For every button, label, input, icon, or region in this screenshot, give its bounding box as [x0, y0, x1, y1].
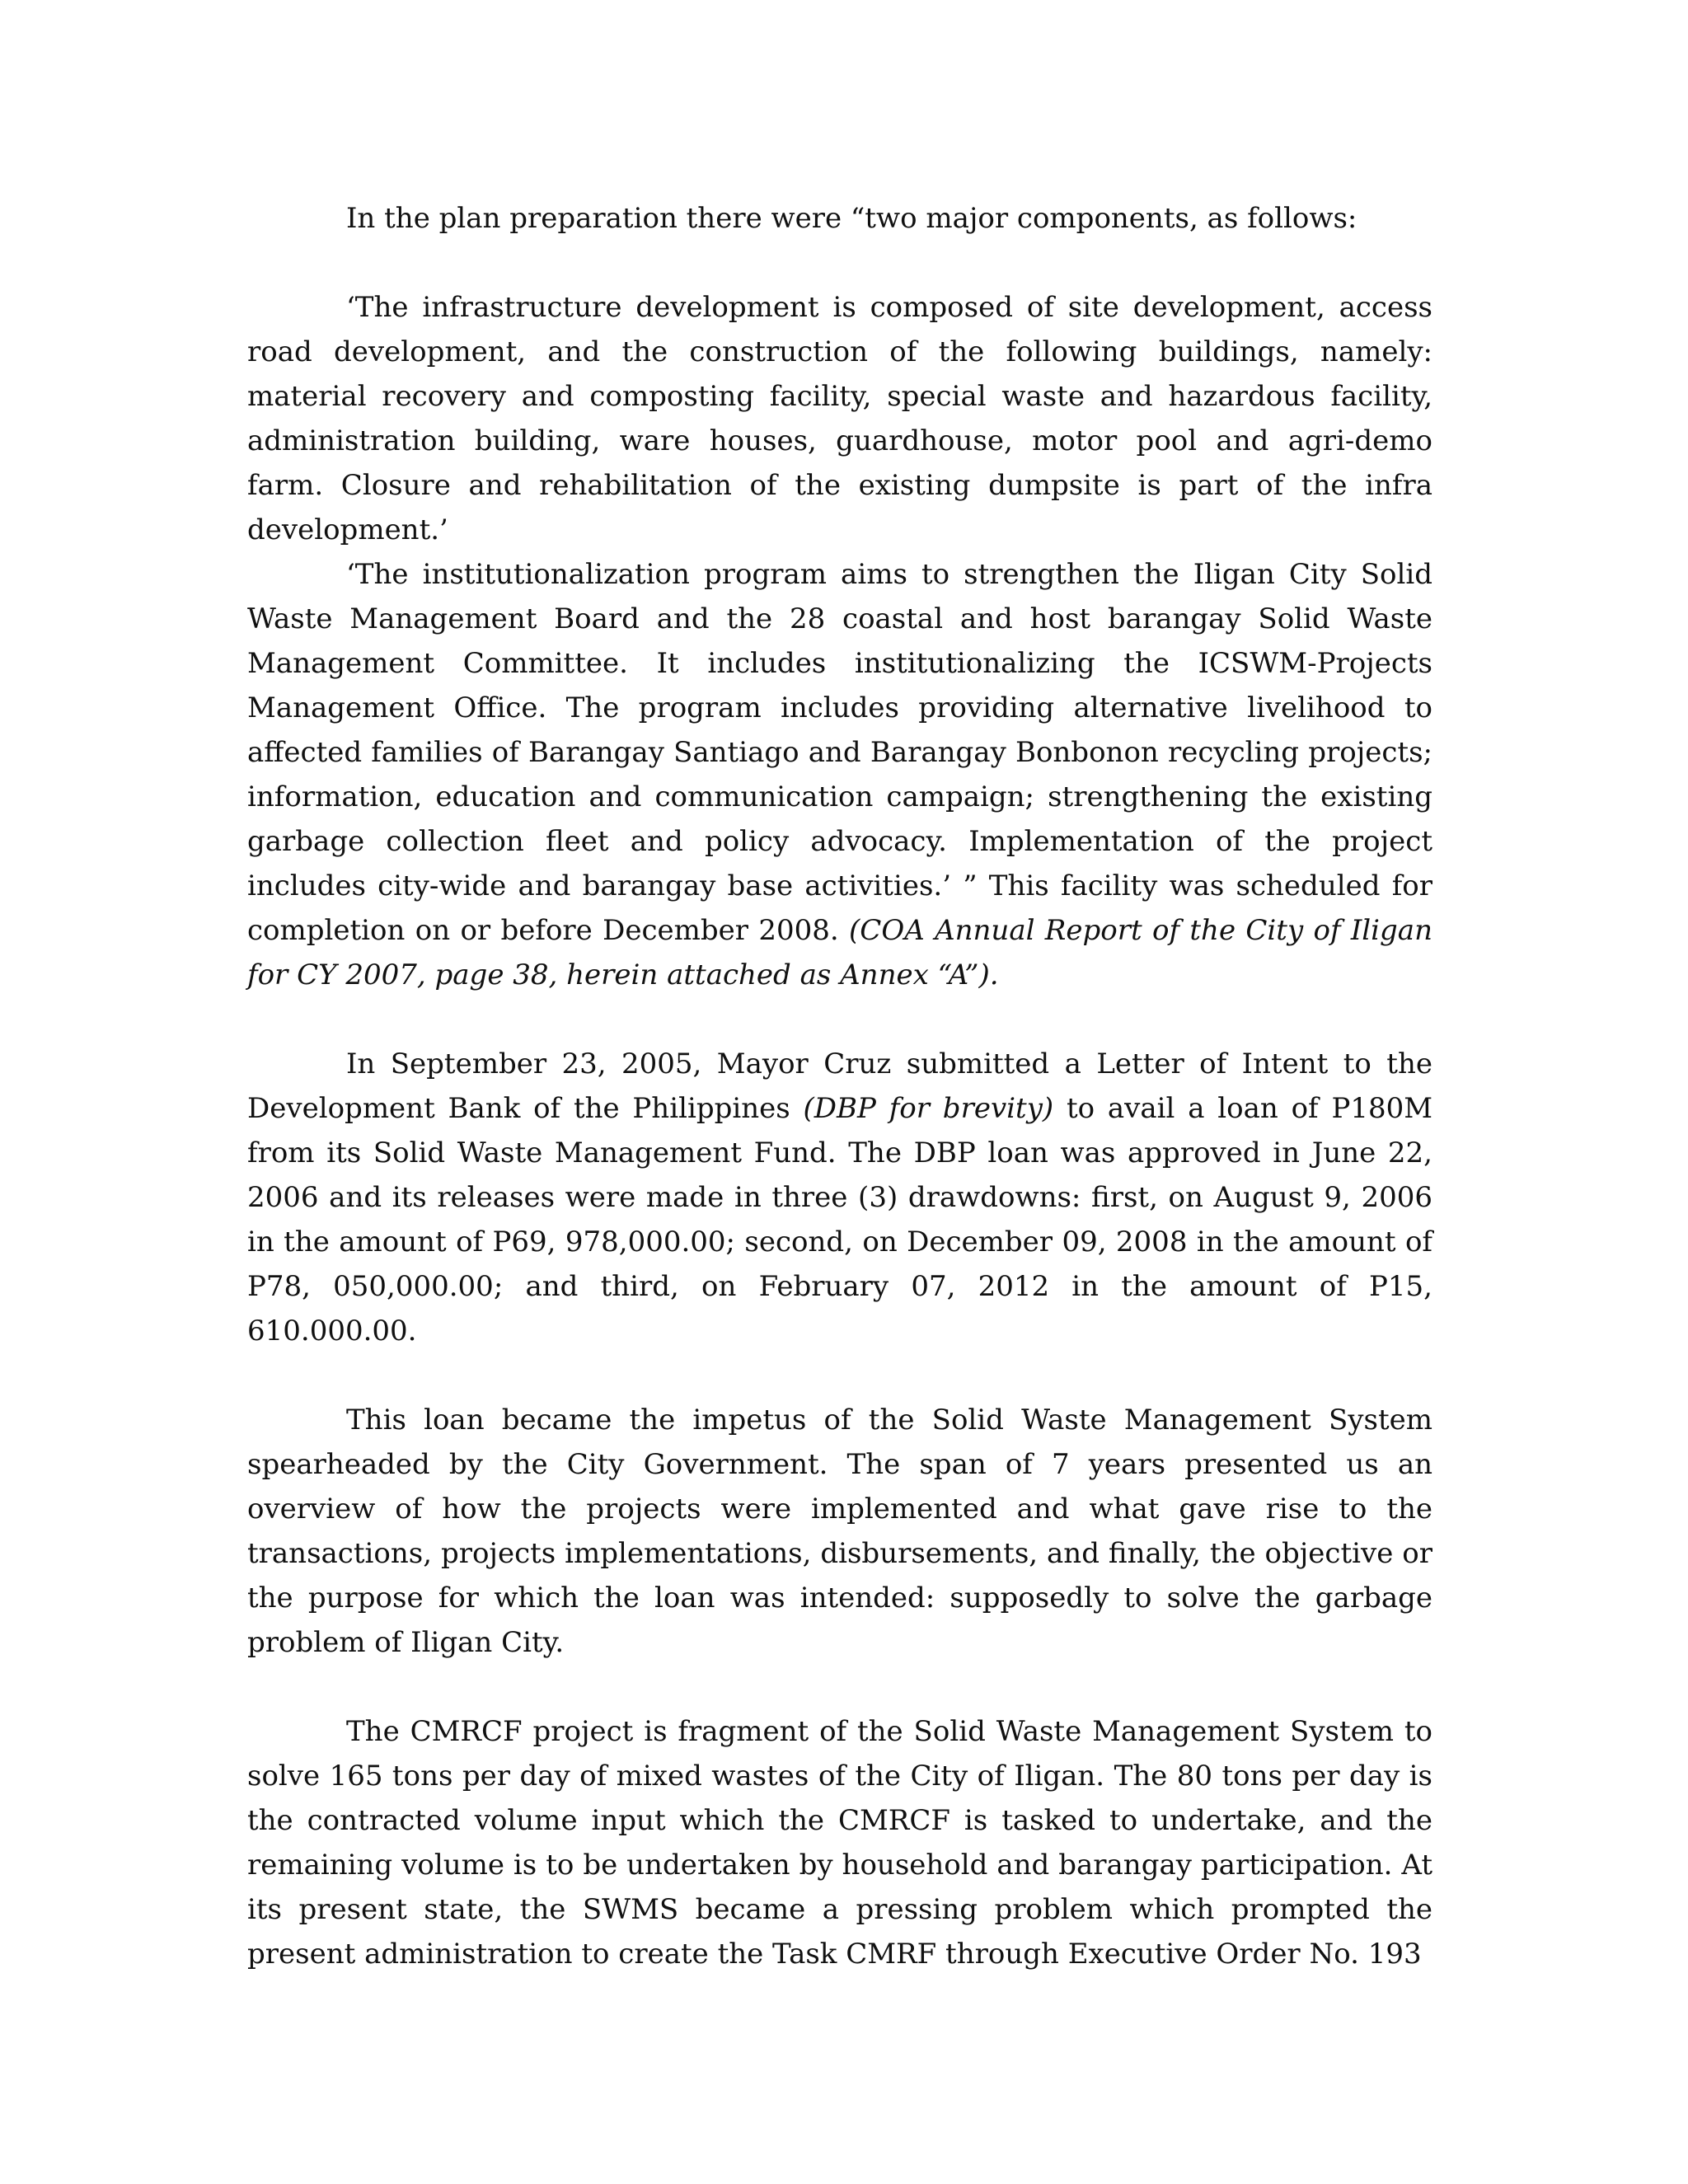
dbp-brevity-note: (DBP for brevity): [803, 1092, 1054, 1125]
institutional-quote-paragraph: [247, 552, 1432, 997]
intro-paragraph: In the plan preparation there were “two major components, as follows:: [346, 202, 1357, 235]
cmrcf-paragraph: The CMRCF project is fragment of the Solid Waste Management System to solve 165 tons per day of mixed wastes of the City of Iligan. The 80 tons per day is the contracted volume input which the CMRCF is tasked to undertake, and the remaining volume is to be undertaken by household and barangay participation. At its present state, the SWMS became a pressing problem which prompted the present administration to create the Task CMRF through Executive Order No. 193: [247, 1715, 1432, 1971]
loan-paragraph: [247, 1042, 1432, 1353]
infrastructure-quote-paragraph: ‘The infrastructure development is composed of site development, access road development, and the construction of the following buildings, namely: material recovery and composting facility, special waste and hazardous facility, administration building, ware houses, guardhouse, motor pool and agri-demo farm. Closure and rehabilitation of the existing dumpsite is part of the infra development.’: [247, 291, 1432, 546]
document-page: [247, 196, 1432, 1976]
institutional-quote-text: ‘The institutionalization program aims to strengthen the Iligan City Solid Waste Management Board and the 28 coastal and host barangay Solid Waste Management Committee. It includes institutionalizing the ICSWM-Projects Management Office. The program includes providing alternative livelihood to affected families of Barangay Santiago and Barangay Bonbonon recycling projects; information, education and communication campaign; strengthening the existing garbage collection fleet and policy advocacy. Implementation of the project includes city-wide and barangay base activities.’ ” This facility was scheduled for completion on or before December 2008.: [247, 558, 1432, 947]
coa-citation: (COA Annual Report of the City of Iligan for CY 2007, page 38, herein attached as Annex “A”).: [247, 914, 1432, 991]
loan-text-part2: to avail a loan of P180M from its Solid Waste Management Fund. The DBP loan was approved in June 22, 2006 and its releases were made in three (3) drawdowns: first, on August 9, 2006 in the amount of P69, 978,000.00; second, on December 09, 2008 in the amount of P78, 050,000.00; and third, on February 07, 2012 in the amount of P15, 610.000.00.: [247, 1092, 1433, 1347]
loan-text-part1: In September 23, 2005, Mayor Cruz submitted a Letter of Intent to the Development Bank of the Philippines: [247, 1047, 1432, 1125]
impetus-paragraph: This loan became the impetus of the Solid Waste Management System spearheaded by the City Government. The span of 7 years presented us an overview of how the projects were implemented and what gave rise to the transactions, projects implementations, disbursements, and finally, the objective or the purpose for which the loan was intended: supposedly to solve the garbage problem of Iligan City.: [247, 1404, 1432, 1659]
